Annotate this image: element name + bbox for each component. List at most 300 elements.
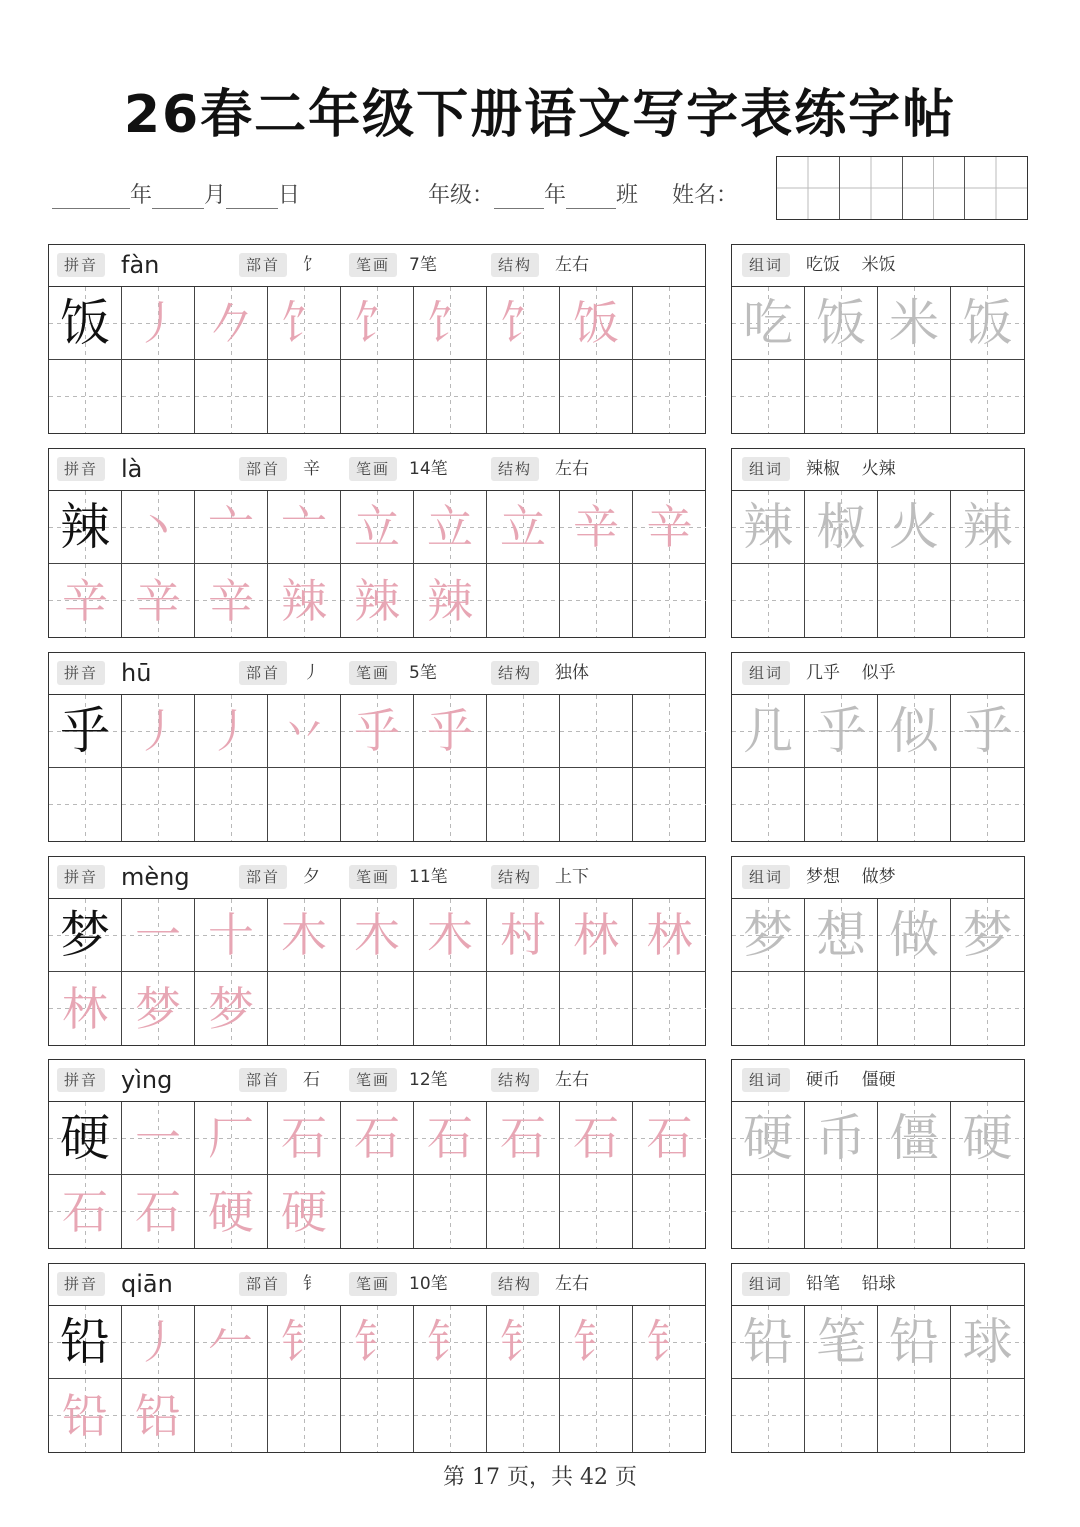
writing-cell[interactable]: [487, 564, 560, 637]
stroke-order-cell[interactable]: [195, 695, 268, 768]
grade-year-label: 年: [544, 183, 567, 208]
stroke-step: [341, 1379, 413, 1452]
writing-cell[interactable]: [633, 1379, 706, 1452]
writing-cell[interactable]: [633, 564, 706, 637]
stroke-step: 饣: [281, 296, 327, 350]
model-character-cell[interactable]: [49, 899, 122, 972]
radical-value: 夕: [303, 867, 320, 887]
stroke-step: [414, 1379, 486, 1452]
writing-cell[interactable]: [633, 972, 706, 1045]
trace-character: 币: [816, 1109, 866, 1167]
word-writing-cell[interactable]: [951, 768, 1024, 841]
words-value: 吃饭 米饭: [806, 255, 896, 275]
character-info-header: [49, 449, 705, 491]
grade-year-blank[interactable]: [494, 184, 544, 209]
structure-tag: 结构: [491, 253, 539, 277]
word-writing-cell[interactable]: [732, 695, 805, 768]
strokes-value: 10笔: [409, 1274, 448, 1294]
writing-cell[interactable]: [195, 360, 268, 433]
stroke-step: 饣: [354, 296, 400, 350]
strokes-tag: 笔画: [349, 253, 397, 277]
stroke-step: 硬: [208, 1184, 254, 1239]
name-cell[interactable]: [777, 157, 840, 219]
trace-character: 似: [889, 702, 939, 760]
stroke-step: [414, 768, 486, 841]
stroke-step: [195, 768, 267, 841]
word-writing-cell[interactable]: [805, 768, 878, 841]
stroke-step: 木: [354, 908, 400, 962]
pinyin-tag: 拼音: [57, 457, 105, 481]
word-writing-cell[interactable]: [951, 287, 1024, 360]
word-writing-cell[interactable]: [878, 287, 951, 360]
writing-cell[interactable]: [560, 360, 633, 433]
word-writing-cell[interactable]: [951, 695, 1024, 768]
stroke-order-cell[interactable]: [560, 1306, 633, 1379]
writing-cell[interactable]: [49, 360, 122, 433]
model-character: 铅: [60, 1313, 110, 1371]
trace-character: 乎: [962, 702, 1013, 760]
stroke-order-cell[interactable]: [560, 1102, 633, 1175]
structure-value: 左右: [555, 459, 589, 479]
stroke-order-cell[interactable]: [633, 695, 706, 768]
model-character: 饭: [60, 294, 110, 352]
page-footer: 第 17 页，共 42 页: [443, 1465, 637, 1490]
word-writing-cell[interactable]: [805, 1379, 878, 1452]
stroke-order-cell[interactable]: [268, 695, 341, 768]
stroke-step: [414, 1175, 486, 1248]
month-blank[interactable]: [152, 184, 204, 209]
stroke-order-cell[interactable]: [414, 695, 487, 768]
word-writing-cell[interactable]: [951, 1306, 1024, 1379]
writing-cell[interactable]: [341, 1379, 414, 1452]
pinyin-value: là: [121, 455, 143, 483]
writing-cell[interactable]: [195, 972, 268, 1045]
words-header: [732, 653, 1024, 695]
word-writing-cell[interactable]: [878, 768, 951, 841]
radical-tag: 部首: [239, 865, 287, 889]
trace-character: 想: [816, 906, 866, 964]
writing-cell[interactable]: [268, 564, 341, 637]
word-writing-cell[interactable]: [878, 360, 951, 433]
stroke-order-cell[interactable]: [414, 1306, 487, 1379]
stroke-order-cell[interactable]: [633, 1102, 706, 1175]
writing-cell[interactable]: [195, 564, 268, 637]
word-writing-cell[interactable]: [805, 899, 878, 972]
word-practice-block: [731, 244, 1025, 434]
stroke-step: 丿: [208, 704, 254, 758]
stroke-step: 钅: [646, 1315, 693, 1369]
writing-cell[interactable]: [122, 768, 195, 841]
writing-cell[interactable]: [268, 1175, 341, 1248]
structure-value: 左右: [555, 255, 589, 275]
word-practice-block: [731, 1263, 1025, 1453]
word-writing-cell[interactable]: [805, 360, 878, 433]
stroke-order-cell[interactable]: [122, 1102, 195, 1175]
words-tag: 组词: [742, 1068, 790, 1092]
stroke-order-cell[interactable]: [268, 491, 341, 564]
stroke-order-cell[interactable]: [341, 695, 414, 768]
character-practice-block: [48, 856, 706, 1046]
stroke-step: [560, 1175, 632, 1248]
writing-cell[interactable]: [487, 1175, 560, 1248]
stroke-step: [560, 972, 632, 1045]
radical-tag: 部首: [239, 661, 287, 685]
stroke-order-cell[interactable]: [341, 899, 414, 972]
stroke-order-cell[interactable]: [633, 491, 706, 564]
word-writing-cell[interactable]: [805, 1306, 878, 1379]
trace-character: 硬: [962, 1109, 1013, 1167]
trace-character: 火: [889, 498, 939, 556]
stroke-step: 辛: [208, 573, 254, 628]
year-label: 年: [130, 183, 153, 208]
word-writing-cell[interactable]: [805, 564, 878, 637]
stroke-order-cell[interactable]: [341, 1306, 414, 1379]
writing-cell[interactable]: [341, 360, 414, 433]
writing-cell[interactable]: [560, 768, 633, 841]
stroke-order-cell[interactable]: [487, 491, 560, 564]
writing-cell[interactable]: [122, 564, 195, 637]
stroke-order-cell[interactable]: [633, 1306, 706, 1379]
writing-cell[interactable]: [414, 972, 487, 1045]
word-writing-cell[interactable]: [732, 1102, 805, 1175]
stroke-step: 木: [427, 908, 473, 962]
structure-value: 左右: [555, 1274, 589, 1294]
word-writing-cell[interactable]: [805, 287, 878, 360]
structure-value: 左右: [555, 1070, 589, 1090]
stroke-step: [633, 360, 706, 433]
stroke-step: [560, 360, 632, 433]
writing-cell[interactable]: [487, 972, 560, 1045]
model-character-cell[interactable]: [49, 1102, 122, 1175]
word-writing-cell[interactable]: [732, 287, 805, 360]
stroke-order-cell[interactable]: [341, 491, 414, 564]
word-writing-cell[interactable]: [878, 564, 951, 637]
pinyin-tag: 拼音: [57, 865, 105, 889]
trace-character: 辣: [962, 498, 1013, 556]
stroke-step: 丿: [135, 1315, 181, 1369]
word-writing-cell[interactable]: [878, 1306, 951, 1379]
model-character-cell[interactable]: [49, 695, 122, 768]
writing-cell[interactable]: [487, 360, 560, 433]
radical-tag: 部首: [239, 1068, 287, 1092]
writing-cell[interactable]: [414, 768, 487, 841]
stroke-order-cell[interactable]: [122, 1306, 195, 1379]
stroke-step: 立: [354, 500, 400, 554]
stroke-step: 铅: [62, 1388, 108, 1443]
writing-cell[interactable]: [414, 1175, 487, 1248]
writing-cell[interactable]: [268, 768, 341, 841]
writing-cell[interactable]: [49, 768, 122, 841]
stroke-order-cell[interactable]: [195, 1306, 268, 1379]
writing-cell[interactable]: [195, 1175, 268, 1248]
stroke-order-cell[interactable]: [560, 899, 633, 972]
word-writing-cell[interactable]: [805, 1102, 878, 1175]
stroke-step: [633, 287, 706, 359]
stroke-order-cell[interactable]: [560, 491, 633, 564]
practice-grid: [49, 695, 705, 841]
character-info-header: [49, 857, 705, 899]
stroke-order-cell[interactable]: [414, 1102, 487, 1175]
writing-cell[interactable]: [268, 360, 341, 433]
stroke-order-cell[interactable]: [487, 695, 560, 768]
stroke-step: 铅: [135, 1388, 181, 1443]
year-blank[interactable]: [52, 184, 130, 209]
word-practice-block: [731, 1059, 1025, 1249]
model-character-cell[interactable]: [49, 491, 122, 564]
character-info-header: [49, 1060, 705, 1102]
stroke-step: 辛: [135, 573, 181, 628]
model-character: 梦: [60, 906, 110, 964]
writing-cell[interactable]: [195, 1379, 268, 1452]
trace-character: 辣: [743, 498, 793, 556]
word-writing-cell[interactable]: [878, 899, 951, 972]
grade-class-blank[interactable]: [566, 184, 616, 209]
word-writing-cell[interactable]: [951, 491, 1024, 564]
name-cell[interactable]: [840, 157, 903, 219]
word-writing-cell[interactable]: [951, 1379, 1024, 1452]
stroke-order-cell[interactable]: [341, 1102, 414, 1175]
stroke-step: [633, 768, 706, 841]
writing-cell[interactable]: [560, 1175, 633, 1248]
stroke-step: 辣: [427, 573, 473, 628]
word-grid: [732, 1306, 1024, 1452]
stroke-step: [49, 360, 121, 433]
word-writing-cell[interactable]: [732, 899, 805, 972]
writing-cell[interactable]: [633, 1175, 706, 1248]
model-character: 辣: [60, 498, 110, 556]
date-line: [52, 178, 300, 209]
model-character-cell[interactable]: [49, 287, 122, 360]
strokes-value: 14笔: [409, 459, 448, 479]
writing-cell[interactable]: [122, 1379, 195, 1452]
writing-cell[interactable]: [341, 768, 414, 841]
stroke-order-cell[interactable]: [487, 1102, 560, 1175]
stroke-step: 乎: [354, 704, 400, 758]
stroke-step: [560, 768, 632, 841]
trace-character: 吃: [743, 294, 793, 352]
stroke-step: 立: [427, 500, 473, 554]
word-writing-cell[interactable]: [732, 1306, 805, 1379]
writing-cell[interactable]: [341, 972, 414, 1045]
stroke-step: 石: [135, 1184, 181, 1239]
word-writing-cell[interactable]: [878, 1379, 951, 1452]
word-writing-cell[interactable]: [951, 899, 1024, 972]
stroke-step: 林: [646, 908, 693, 962]
practice-grid: [49, 899, 705, 1045]
word-writing-cell[interactable]: [951, 972, 1024, 1045]
stroke-order-cell[interactable]: [122, 287, 195, 360]
stroke-step: [341, 972, 413, 1045]
writing-cell[interactable]: [49, 1175, 122, 1248]
word-grid: [732, 899, 1024, 1045]
writing-cell[interactable]: [341, 564, 414, 637]
word-writing-cell[interactable]: [732, 491, 805, 564]
stroke-order-cell[interactable]: [487, 899, 560, 972]
stroke-step: 梦: [208, 981, 254, 1036]
stroke-step: [122, 360, 194, 433]
word-writing-cell[interactable]: [878, 695, 951, 768]
word-writing-cell[interactable]: [732, 768, 805, 841]
word-writing-cell[interactable]: [805, 1175, 878, 1248]
stroke-step: [633, 972, 706, 1045]
stroke-order-cell[interactable]: [487, 1306, 560, 1379]
stroke-step: 梦: [135, 981, 181, 1036]
word-writing-cell[interactable]: [805, 491, 878, 564]
word-writing-cell[interactable]: [878, 972, 951, 1045]
stroke-step: [341, 768, 413, 841]
stroke-step: [195, 360, 267, 433]
stroke-step: 林: [62, 981, 108, 1036]
stroke-step: 𠂊: [208, 296, 254, 350]
day-label: 日: [278, 183, 301, 208]
stroke-order-cell[interactable]: [633, 899, 706, 972]
radical-tag: 部首: [239, 253, 287, 277]
stroke-order-cell[interactable]: [122, 491, 195, 564]
pinyin-value: qiān: [121, 1270, 173, 1298]
writing-cell[interactable]: [49, 564, 122, 637]
word-writing-cell[interactable]: [732, 972, 805, 1045]
word-writing-cell[interactable]: [732, 564, 805, 637]
stroke-step: 一: [135, 908, 181, 962]
name-label: 姓名：: [672, 183, 739, 208]
word-writing-cell[interactable]: [732, 1175, 805, 1248]
writing-cell[interactable]: [195, 768, 268, 841]
word-writing-cell[interactable]: [805, 695, 878, 768]
word-writing-cell[interactable]: [951, 360, 1024, 433]
strokes-tag: 笔画: [349, 1272, 397, 1296]
grade-label: 年级：: [428, 183, 495, 208]
trace-character: 做: [889, 906, 939, 964]
strokes-value: 5笔: [409, 663, 437, 683]
stroke-order-cell[interactable]: [195, 287, 268, 360]
stroke-step: [560, 1379, 632, 1452]
trace-character: 笔: [816, 1313, 866, 1371]
word-writing-cell[interactable]: [878, 491, 951, 564]
stroke-step: 丷: [281, 704, 327, 758]
character-info-header: [49, 1264, 705, 1306]
word-writing-cell[interactable]: [951, 564, 1024, 637]
writing-cell[interactable]: [560, 972, 633, 1045]
writing-cell[interactable]: [122, 1175, 195, 1248]
stroke-order-cell[interactable]: [487, 287, 560, 360]
writing-cell[interactable]: [341, 1175, 414, 1248]
radical-value: 饣: [303, 255, 320, 275]
structure-tag: 结构: [491, 661, 539, 685]
stroke-order-cell[interactable]: [560, 695, 633, 768]
writing-cell[interactable]: [487, 768, 560, 841]
stroke-step: [268, 768, 340, 841]
stroke-order-cell[interactable]: [122, 695, 195, 768]
word-writing-cell[interactable]: [878, 1175, 951, 1248]
stroke-step: [633, 1175, 706, 1248]
word-writing-cell[interactable]: [951, 1175, 1024, 1248]
stroke-step: [414, 360, 486, 433]
writing-cell[interactable]: [268, 972, 341, 1045]
stroke-step: [560, 564, 632, 637]
stroke-step: 一: [135, 1111, 181, 1165]
stroke-step: [487, 564, 559, 637]
word-writing-cell[interactable]: [951, 1102, 1024, 1175]
word-writing-cell[interactable]: [878, 1102, 951, 1175]
stroke-order-cell[interactable]: [195, 899, 268, 972]
pinyin-tag: 拼音: [57, 1068, 105, 1092]
stroke-order-cell[interactable]: [560, 287, 633, 360]
word-grid: [732, 1102, 1024, 1248]
writing-cell[interactable]: [268, 1379, 341, 1452]
stroke-step: 石: [427, 1111, 473, 1165]
word-writing-cell[interactable]: [805, 972, 878, 1045]
word-writing-cell[interactable]: [732, 1379, 805, 1452]
name-box[interactable]: [776, 156, 1028, 220]
name-cell[interactable]: [965, 157, 1027, 219]
writing-cell[interactable]: [122, 360, 195, 433]
stroke-order-cell[interactable]: [195, 1102, 268, 1175]
writing-cell[interactable]: [633, 360, 706, 433]
writing-cell[interactable]: [49, 1379, 122, 1452]
stroke-step: 饣: [500, 296, 546, 350]
stroke-step: [195, 1379, 267, 1452]
stroke-order-cell[interactable]: [268, 287, 341, 360]
structure-tag: 结构: [491, 1272, 539, 1296]
pinyin-value: yìng: [121, 1066, 173, 1094]
name-cell[interactable]: [903, 157, 966, 219]
day-blank[interactable]: [226, 184, 278, 209]
stroke-step: 辛: [573, 500, 619, 554]
writing-cell[interactable]: [414, 1379, 487, 1452]
word-writing-cell[interactable]: [732, 360, 805, 433]
character-practice-block: [48, 1263, 706, 1453]
character-info-header: [49, 245, 705, 287]
character-practice-block: [48, 1059, 706, 1249]
practice-grid: [49, 287, 705, 433]
stroke-order-cell[interactable]: [414, 899, 487, 972]
writing-cell[interactable]: [633, 768, 706, 841]
stroke-order-cell[interactable]: [633, 287, 706, 360]
stroke-order-cell[interactable]: [341, 287, 414, 360]
model-character-cell[interactable]: [49, 1306, 122, 1379]
stroke-step: 饣: [427, 296, 473, 350]
writing-cell[interactable]: [414, 360, 487, 433]
writing-cell[interactable]: [122, 972, 195, 1045]
words-value: 梦想 做梦: [806, 867, 896, 887]
trace-character: 梦: [743, 906, 793, 964]
stroke-step: 亠: [281, 500, 327, 554]
stroke-step: 乎: [427, 704, 473, 758]
writing-cell[interactable]: [49, 972, 122, 1045]
stroke-order-cell[interactable]: [122, 899, 195, 972]
stroke-order-cell[interactable]: [268, 1102, 341, 1175]
stroke-order-cell[interactable]: [268, 899, 341, 972]
stroke-order-cell[interactable]: [414, 491, 487, 564]
writing-cell[interactable]: [414, 564, 487, 637]
stroke-step: 硬: [281, 1184, 327, 1239]
stroke-order-cell[interactable]: [195, 491, 268, 564]
stroke-step: 钅: [281, 1315, 327, 1369]
writing-cell[interactable]: [487, 1379, 560, 1452]
stroke-step: 林: [573, 908, 619, 962]
radical-value: 钅: [303, 1274, 320, 1294]
stroke-step: [633, 564, 706, 637]
writing-cell[interactable]: [560, 564, 633, 637]
stroke-step: 厂: [208, 1111, 254, 1165]
stroke-step: 木: [281, 908, 327, 962]
radical-value: 丿: [303, 663, 320, 683]
writing-cell[interactable]: [560, 1379, 633, 1452]
stroke-order-cell[interactable]: [414, 287, 487, 360]
pinyin-value: mèng: [121, 863, 190, 891]
structure-value: 独体: [555, 663, 589, 683]
stroke-order-cell[interactable]: [268, 1306, 341, 1379]
